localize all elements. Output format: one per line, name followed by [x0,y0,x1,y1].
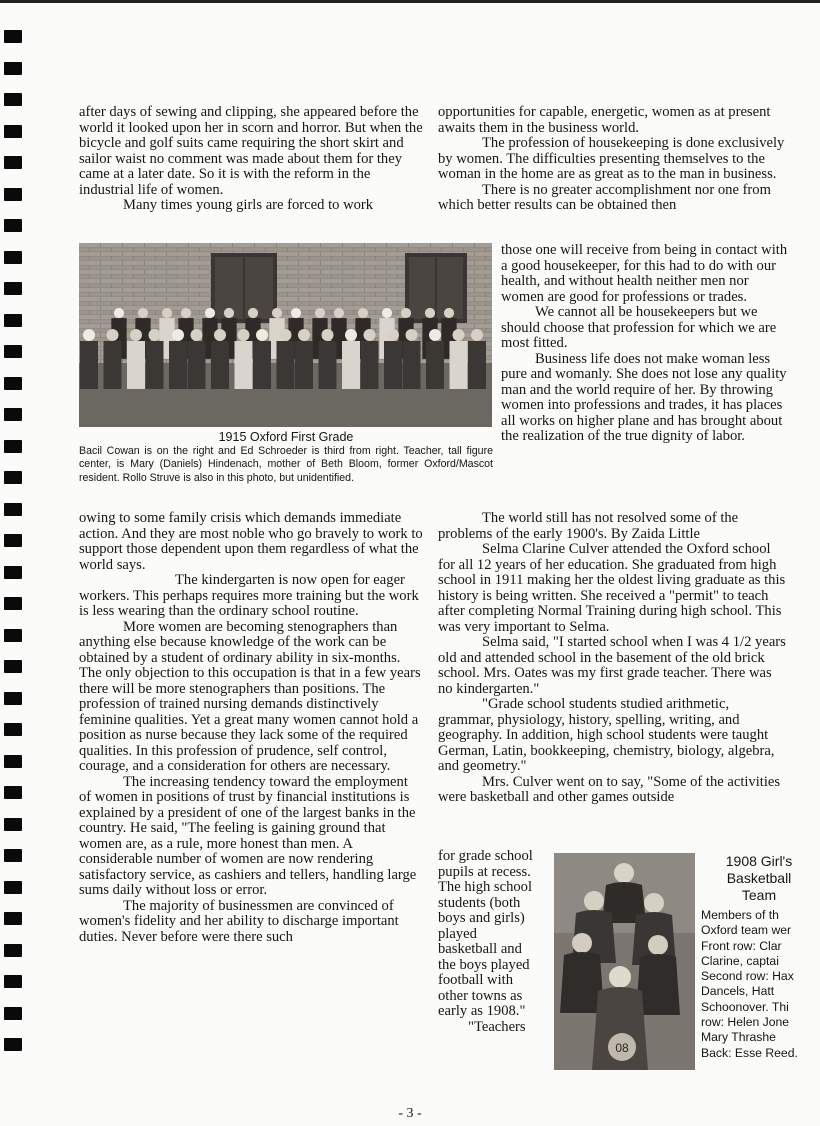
binding-hole [4,188,22,201]
left-paragraph-1: after days of sewing and clipping, she appeared before the world it looked upon her in scorn and horror. But when the bicycle and golf suits came requiring the short skirt and sailor waist no comment was made about them for they came at a later date. So it is with the reform in the industrial life of women. [79,104,423,198]
narrow-line: football with [438,972,513,988]
right-paragraph-3: There is no greater accomplishment nor one from which better results can be obtained then [438,181,771,213]
first-grade-photo [79,243,492,427]
binding-hole [4,62,22,75]
binding-hole [4,692,22,705]
narrow-line: students (both [438,894,521,911]
binding-hole [4,471,22,484]
right-paragraph-7: The world still has not resolved some of the problems of the early 1900's. By Zaida Little [438,510,739,542]
binding-hole [4,849,22,862]
jersey-number-text: 08 [615,1041,629,1055]
basketball-caption-block [701,853,820,1061]
narrow-line: "Teachers [468,1018,526,1035]
right-column-top [438,105,788,214]
narrow-line: The high school [438,879,533,895]
basketball-caption-title-line: 1908 Girl's [725,853,793,869]
right-column-narrow [438,849,556,1035]
left-column-bottom [79,511,423,945]
binding-hole [4,30,22,43]
left-paragraph-7: The majority of businessmen are convinced of women's fidelity and her ability to discharge important duties. Never before were there such [79,897,399,945]
binding-hole [4,912,22,925]
binding-hole [4,408,22,421]
binding-hole [4,975,22,988]
first-grade-caption-block [79,428,493,485]
binding-hole [4,93,22,106]
basketball-team-photo [554,853,695,1070]
binding-hole [4,723,22,736]
binding-hole [4,1007,22,1020]
binding-hole [4,534,22,547]
binding-hole [4,881,22,894]
binding-hole [4,660,22,673]
right-paragraph-8: Selma Clarine Culver attended the Oxford school for all 12 years of her education. She graduated from high school in 1911 making her the oldest living graduate as this history is being written. She received a "permit" to teach after completing Normal Training during high school. This was very important to Selma. [438,541,786,635]
narrow-line: other towns as [438,987,523,1004]
left-paragraph-5: More women are becoming stenographers than anything else because knowledge of the work can be obtained by a student of ordinary ability in six-months. The only objection to this occupation is that in a few years there will be more stenographers than positions. The profession of trained nursing demands distinctively feminine qualities. Yet a great many women cannot hold a position as nurse because they lack some of the required qualities. In this profession of prudence, self control, courage, and a consideration for others are necessary. [79,618,421,774]
narrow-line: basketball and [438,941,522,957]
right-column-lower [438,511,788,806]
binding-hole [4,566,22,579]
right-paragraph-10: "Grade school students studied arithmetic, grammar, physiology, history, spelling, writing, and geography. In addition, high school students were taught German, Latin, bookkeeping, chemistry, biology, algebra, and geometry." [438,696,775,774]
basketball-caption-line: Second row: Hax [701,969,794,984]
right-paragraph-9: Selma said, "I started school when I was 4 1/2 years old and attended school in the basement of the old brick school. Mrs. Oates was my first grade teacher. There was no kindergarten." [438,634,786,697]
binding-hole [4,1038,22,1051]
narrow-line: for grade school [438,848,533,864]
first-grade-caption-title: 1915 Oxford First Grade [218,430,354,444]
binding-hole [4,818,22,831]
right-paragraph-5: We cannot all be housekeepers but we should choose that profession for which we are most fitted. [501,304,777,351]
binding-hole [4,219,22,232]
left-paragraph-2: Many times young girls are forced to work [123,197,374,213]
right-paragraph-4: those one will receive from being in contact with a good housekeeper, for this had to do with our health, and without health neither men nor women are good for professions or trades. [501,242,788,305]
left-paragraph-3: owing to some family crisis which demands immediate action. And they are most noble who go bravely to work to support those dependent upon them regardless of what the world says. [79,510,423,573]
binding-hole [4,377,22,390]
binding-hole [4,282,22,295]
basketball-caption-line: Dancels, Hatt [701,984,775,999]
binding-hole [4,156,22,169]
right-column-beside-photo [501,243,791,445]
binding-hole [4,944,22,957]
basketball-caption-line: Front row: Clar [701,938,782,953]
left-paragraph-6: The increasing tendency toward the employment of women in positions of trust by financial institutions is explained by a president of one of the largest banks in the country. He said, "The feeling is gaining ground that women are, as a rule, more honest than men. A considerable number of women are now rendering satisfactory service, as cashiers and tellers, handling large sums daily without loss or error. [79,773,417,898]
narrow-line: the boys played [438,956,530,973]
binding-hole [4,786,22,799]
left-column-top [79,105,423,214]
binding-hole [4,629,22,642]
binding-hole [4,755,22,768]
basketball-caption-line: Members of th [701,908,779,922]
narrow-line: pupils at recess. [438,863,531,880]
right-paragraph-11: Mrs. Culver went on to say, "Some of the activities were basketball and other games outside [438,773,781,805]
binding-hole [4,251,22,264]
basketball-caption-line: Back: Esse Reed. [701,1045,798,1060]
right-paragraph-1: opportunities for capable, energetic, women as at present awaits them in the business world. [438,104,771,136]
narrow-line: early as 1908." [438,1003,526,1019]
narrow-line: boys and girls) [438,910,525,926]
basketball-caption-title-line: Basketball [726,870,792,886]
basketball-caption-line: row: Helen Jone [701,1015,790,1030]
right-paragraph-2: The profession of housekeeping is done exclusively by women. The difficulties presenting themselves to the woman in the home are as great as to the man in business. [438,135,785,182]
basketball-caption-line: Clarine, captai [701,953,779,968]
binding-hole [4,345,22,358]
basketball-caption-line: Schoonover. Thi [701,999,789,1014]
basketball-team-photo-image [554,853,695,1070]
spiral-binding [0,30,26,1110]
basketball-caption-line: Oxford team wer [701,923,792,938]
right-paragraph-6: Business life does not make woman less pure and womanly. She does not lose any quality man and the world require of her. By throwing women into professions and trades, it has places all works on higher plane and has brought about the realization of the true dignity of labor. [501,350,787,444]
binding-hole [4,440,22,453]
top-border [0,0,820,3]
page-number: - 3 - [398,1106,422,1121]
left-paragraph-4: The kindergarten is now open for eager workers. This perhaps requires more training but the work is less wearing than the ordinary school routine. [79,572,419,619]
basketball-caption-line: Mary Thrashe [701,1030,776,1045]
first-grade-photo-image [79,243,492,427]
binding-hole [4,314,22,327]
binding-hole [4,503,22,516]
narrow-line: played [438,925,477,942]
binding-hole [4,597,22,610]
binding-hole [4,125,22,138]
first-grade-caption: Bacil Cowan is on the right and Ed Schroeder is third from right. Teacher, tall figure center, is Mary (Daniels) Hindenach, mother of Beth Bloom, former Oxford/Mascot resident. Rollo Struve is also in this photo, but unidentified. [79,445,493,484]
basketball-caption-title-line: Team [741,887,777,903]
